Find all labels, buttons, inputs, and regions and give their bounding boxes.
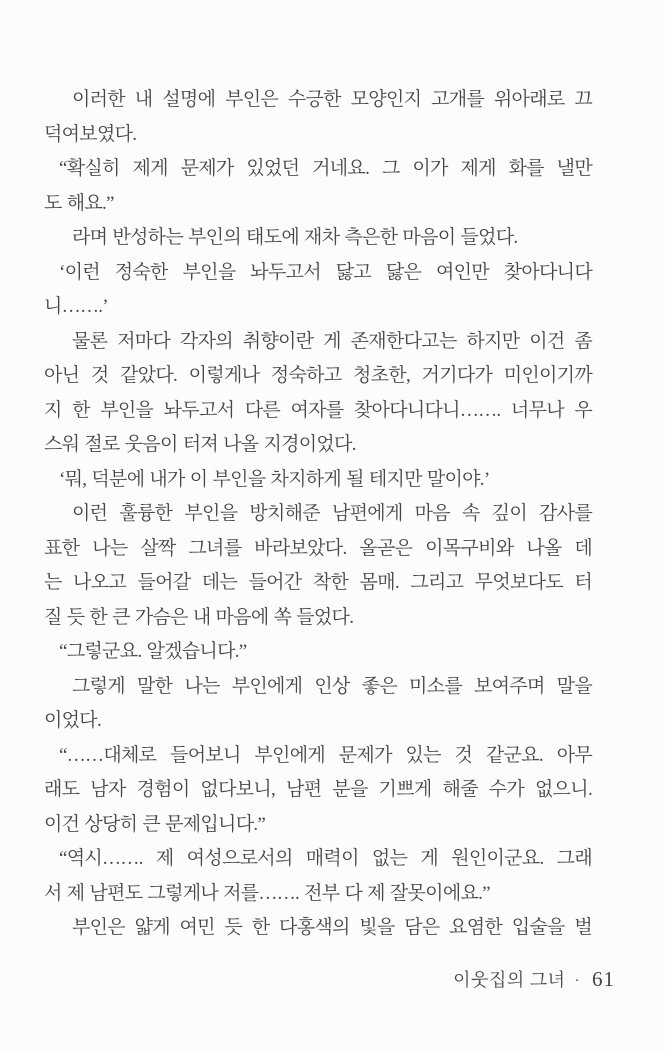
body-line: 표한 나는 살짝 그녀를 바라보았다. 올곧은 이목구비와 나올 데: [44, 537, 592, 559]
page-number: 61: [592, 967, 615, 991]
body-line: 아닌 것 같았다. 이렇게나 정숙하고 청초한, 거기다가 미인이기까: [44, 365, 592, 386]
body-line: 지 한 부인을 놔두고서 다른 여자를 찾아다니다니……. 너무나 우: [44, 399, 592, 421]
body-line: ‘뭐, 덕분에 내가 이 부인을 차지하게 될 테지만 말이야.’: [59, 468, 490, 490]
body-line: 그렇게 말한 나는 부인에게 인상 좋은 미소를 보여주며 말을: [72, 675, 592, 697]
body-line: 질 듯 한 큰 가슴은 내 마음에 쏙 들었다.: [44, 606, 354, 628]
body-line: 부인은 얇게 여민 듯 한 다홍색의 빛을 담은 요염한 입술을 벌: [72, 917, 592, 938]
body-line: 이러한 내 설명에 부인은 수긍한 모양인지 고개를 위아래로 끄: [72, 89, 592, 110]
body-line: 이런 훌륭한 부인을 방치해준 남편에게 마음 속 깊이 감사를: [72, 503, 592, 524]
body-line: 는 나오고 들어갈 데는 들어간 착한 몸매. 그리고 무엇보다도 터: [44, 572, 592, 593]
body-line: “역시……. 제 여성으로서의 매력이 없는 게 원인이군요. 그래: [59, 848, 592, 869]
body-line: “확실히 제게 문제가 있었던 거네요. 그 이가 제게 화를 낼만: [59, 158, 592, 179]
running-title: 이웃집의 그녀: [453, 970, 566, 990]
body-line: 스워 절로 웃음이 터져 나올 지경이었다.: [44, 434, 356, 455]
body-line: 물론 저마다 각자의 취향이란 게 존재한다고는 하지만 이건 좀: [72, 330, 592, 352]
body-line: 니…….’: [44, 296, 108, 317]
body-line: 도 해요.”: [44, 192, 114, 214]
body-line: 덕여보였다.: [44, 123, 137, 145]
body-line: 서 제 남편도 그렇게나 저를……. 전부 다 제 잘못이에요.”: [44, 882, 490, 904]
body-line: ‘이런 정숙한 부인을 놔두고서 닳고 닳은 여인만 찾아다니다: [59, 261, 592, 283]
body-line: 이었다.: [44, 710, 102, 731]
body-line: 라며 반성하는 부인의 태도에 재차 측은한 마음이 들었다.: [72, 227, 518, 248]
footer-separator-dot: ·: [574, 973, 580, 989]
body-line: 이건 상당히 큰 문제입니다.”: [44, 813, 266, 835]
body-line: “……대체로 들어보니 부인에게 문제가 있는 것 같군요. 아무: [59, 744, 592, 766]
body-line: 래도 남자 경험이 없다보니, 남편 분을 기쁘게 해줄 수가 없으니.: [44, 779, 592, 800]
body-line: “그렇군요. 알겠습니다.”: [59, 641, 247, 662]
body-text: [44, 83, 592, 946]
page-footer: [453, 966, 615, 992]
